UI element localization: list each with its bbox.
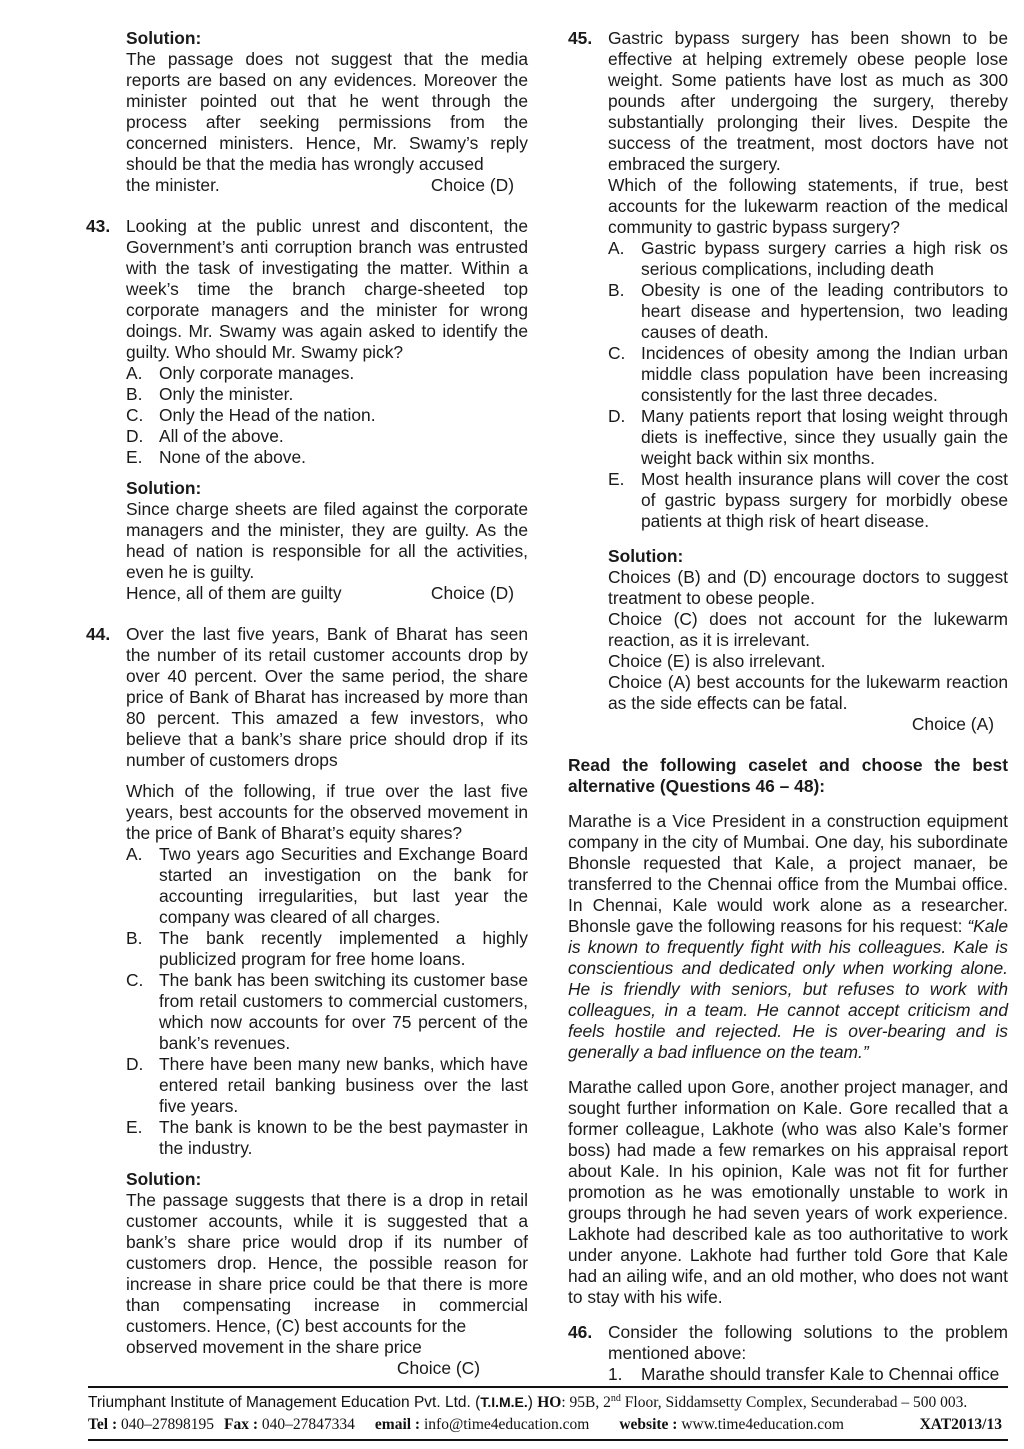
option-letter: A.	[126, 363, 143, 383]
option-letter: B.	[126, 928, 143, 948]
solution-line: Choice (C) does not account for the lukewarm reaction, as it is irrelevant.	[608, 609, 1008, 650]
item-number: 1.	[608, 1364, 623, 1384]
tel-label: Tel :	[88, 1416, 118, 1433]
ho-sup: nd	[610, 1392, 621, 1404]
option-a	[126, 363, 528, 384]
option-text: There have been many new banks, which have entered retail banking business over the last five years.	[159, 1054, 528, 1116]
solution-title: Solution:	[608, 546, 684, 566]
solution-last-line: observed movement in the share price	[126, 1337, 422, 1357]
email-label: email :	[374, 1416, 421, 1433]
solution-title: Solution:	[126, 478, 202, 498]
solution-line: Choice (E) is also irrelevant.	[608, 651, 826, 671]
option-letter: D.	[126, 426, 144, 446]
option-letter: B.	[608, 280, 625, 300]
question-44	[86, 624, 528, 1159]
solution-q45	[568, 546, 1008, 735]
option-a	[126, 844, 528, 928]
option-letter: B.	[126, 384, 143, 404]
option-b	[126, 928, 528, 970]
solution-text: The passage does not suggest that the media reports are based on any evidences. Moreover the minister pointed out that he went through the process after seeking permissions from the concerned ministers. Hence, Mr. Swamy’s reply should be that the media has wrongly accused	[126, 49, 528, 174]
option-letter: D.	[126, 1054, 144, 1074]
solution-text: The passage suggests that there is a drop in retail customer accounts, while it is suggested that a bank’s share price would drop if its number of customers drop. Hence, the possible reason for increase in share price could be that there is more than compensating increase in commercial customers. Hence, (C) best accounts for the	[126, 1190, 528, 1336]
option-letter: D.	[608, 406, 626, 426]
option-letter: C.	[608, 343, 626, 363]
option-e	[126, 447, 528, 468]
option-c	[126, 970, 528, 1054]
option-text: All of the above.	[159, 426, 284, 446]
solution-text: Since charge sheets are filed against the corporate managers and the minister, they are guilty. As the head of nation is responsible for all the activities, even he is guilty.	[126, 499, 528, 582]
question-stem: Gastric bypass surgery has been shown to be effective at helping extremely obese people lose weight. Some patients have lost as much as 300 pounds after undergoing the surgery, thereby substantially prolonging their lives. Despite the success of the treatment, most doctors have not embraced the surgery.	[608, 28, 1008, 174]
question-stem: Looking at the public unrest and discontent, the Government’s anti corruption branch was entrusted with the task of investigating the matter. Within a week’s time the branch charge-sheeted top corporate managers and the minister for wrong doings. Mr. Swamy was again asked to identify the guilty. Who should Mr. Swamy pick?	[126, 216, 528, 362]
solution-item-1	[608, 1364, 1008, 1385]
question-number: 46.	[568, 1322, 593, 1342]
caselet-paragraph-2: Marathe called upon Gore, another project manager, and sought further information on Kale. Gore recalled that a former colleague, Lakhote (who was also Kale’s former boss) had made a few remarkes on his appraisal report about Kale. In his opinion, Kale was not fit for further promotion as he was emotionally unstable to work in groups through he had seven years of work experience. Lakhote had described kale as too authoritative to work under anyone. Lakhote had further told Gore that Kale had an ailing wife, and an old mother, who does not want to stay with his wife.	[568, 1077, 1008, 1307]
option-b	[126, 384, 528, 405]
website-label: website :	[619, 1416, 678, 1433]
option-letter: C.	[126, 970, 144, 990]
email-link[interactable]: info@time4education.com	[423, 1416, 590, 1433]
question-46	[568, 1322, 1008, 1385]
answer-choice: Choice (C)	[396, 1358, 480, 1378]
option-text: Only corporate manages.	[159, 363, 355, 383]
option-letter: E.	[126, 1117, 143, 1137]
ho-address: : 95B, 2	[561, 1394, 611, 1411]
option-c	[608, 343, 1008, 406]
paren: )	[527, 1394, 533, 1411]
solution-line: Choice (A) best accounts for the lukewarm reaction as the side effects can be fatal.	[608, 672, 1008, 713]
options-list	[126, 844, 528, 1159]
page-code: XAT2013/13	[919, 1416, 1002, 1433]
question-number: 43.	[86, 216, 111, 236]
option-text: Most health insurance plans will cover the cost of gastric bypass surgery for morbidly obese patients at thigh risk of heart disease.	[641, 469, 1008, 531]
website-link[interactable]: www.time4education.com	[681, 1416, 844, 1433]
question-stem: Over the last five years, Bank of Bharat has seen the number of its retail customer accounts drop by over 40 percent. Over the same period, the share price of Bank of Bharat has increased by more than 80 percent. This amazed a few investors, who believe that a bank’s share price should drop if its number of customers drops	[126, 624, 528, 770]
option-text: Incidences of obesity among the Indian urban middle class population have been increasing consistently for the last three decades.	[641, 343, 1008, 405]
option-letter: E.	[126, 447, 143, 467]
option-letter: E.	[608, 469, 625, 489]
solution-last-line: the minister.	[126, 175, 220, 195]
option-text: None of the above.	[159, 447, 306, 467]
solution-answer-line	[126, 175, 528, 196]
fax-number: 040–27847334	[261, 1416, 355, 1433]
solution-title: Solution:	[126, 1169, 202, 1189]
option-text: Many patients report that losing weight through diets is ineffective, since they usually gain the weight back within six months.	[641, 406, 1008, 468]
solution-line: Choices (B) and (D) encourage doctors to suggest treatment to obese people.	[608, 567, 1008, 608]
tel-number: 040–27898195	[121, 1416, 215, 1433]
solution-q44	[86, 1169, 528, 1379]
institute-name: Triumphant Institute of Management Education Pvt. Ltd. (	[88, 1394, 481, 1411]
option-e	[126, 1117, 528, 1159]
question-stem: Consider the following solutions to the problem mentioned above:	[608, 1322, 1008, 1363]
options-list	[126, 363, 528, 468]
answer-choice: Choice (D)	[430, 583, 514, 603]
option-letter: A.	[126, 844, 143, 864]
option-text: Only the minister.	[159, 384, 294, 404]
item-text: Marathe should transfer Kale to Chennai office	[641, 1364, 1000, 1384]
caselet-quote: “Kale is known to frequently fight with his colleagues. Kale is conscientious and dedicated only when working alone. He is friendly with seniors, but refuses to work with colleagues, in a team. He cannot accept criticism and feels hostile and rejected. He is over-bearing and is generally a bad influence on the team.”	[568, 916, 1008, 1062]
solution-q42	[86, 28, 528, 196]
caselet-paragraph-1	[568, 811, 1008, 1063]
option-c	[126, 405, 528, 426]
solution-title: Solution:	[126, 28, 202, 48]
option-text: The bank has been switching its customer base from retail customers to commercial customers, which now accounts for over 75 percent of the bank’s revenues.	[159, 970, 528, 1053]
answer-choice: Choice (D)	[430, 175, 514, 195]
footer-contact-line	[88, 1414, 1008, 1436]
fax-label: Fax :	[224, 1416, 259, 1433]
head-office	[537, 1394, 967, 1411]
options-list	[608, 238, 1008, 532]
ho-address-rest: Floor, Siddamsetty Complex, Secunderabad – 500 003.	[620, 1394, 968, 1411]
footer-address-line	[88, 1391, 1008, 1414]
question-43	[86, 216, 528, 468]
caselet-heading: Read the following caselet and choose the best alternative (Questions 46 – 48):	[568, 755, 1008, 796]
solution-answer-line	[126, 583, 528, 604]
question-prompt: Which of the following statements, if true, best accounts for the lukewarm reaction of the medical community to gastric bypass surgery?	[608, 175, 1008, 237]
right-column	[568, 28, 1008, 1385]
option-letter: C.	[126, 405, 144, 425]
question-number: 45.	[568, 28, 593, 48]
left-column	[86, 28, 528, 1379]
option-d	[126, 1054, 528, 1117]
option-text: The bank is known to be the best paymaster in the industry.	[159, 1117, 528, 1158]
option-d	[608, 406, 1008, 469]
ho-label: HO	[537, 1394, 562, 1411]
caselet-text: Marathe is a Vice President in a construction equipment company in the city of Mumbai. One day, his subordinate Bhonsle requested that Kale, a project manaer, be transferred to the Chennai office from the Mumbai office. In Chennai, Kale would work alone as a researcher. Bhonsle gave the following reasons for his request:	[568, 811, 1008, 936]
option-a	[608, 238, 1008, 280]
option-text: The bank recently implemented a highly publicized program for free home loans.	[159, 928, 528, 969]
solution-q43	[86, 478, 528, 604]
option-text: Gastric bypass surgery carries a high risk os serious complications, including death	[641, 238, 1008, 279]
option-d	[126, 426, 528, 447]
option-text: Two years ago Securities and Exchange Board started an investigation on the bank for accounting irregularities, but last year the company was cleared of all charges.	[159, 844, 528, 927]
option-letter: A.	[608, 238, 625, 258]
option-text: Only the Head of the nation.	[159, 405, 376, 425]
answer-choice: Choice (A)	[911, 714, 994, 734]
question-number: 44.	[86, 624, 111, 644]
option-e	[608, 469, 1008, 532]
option-b	[608, 280, 1008, 343]
question-prompt: Which of the following, if true over the last five years, best accounts for the observed movement in the price of Bank of Bharat’s equity shares?	[126, 781, 528, 843]
question-45	[568, 28, 1008, 532]
institute-abbr: T.I.M.E.	[480, 1394, 528, 1410]
option-text: Obesity is one of the leading contributors to heart disease and hypertension, two leading causes of death.	[641, 280, 1008, 342]
page-footer	[88, 1386, 1008, 1441]
solution-last-line: Hence, all of them are guilty	[126, 583, 342, 603]
solutions-list	[608, 1364, 1008, 1385]
